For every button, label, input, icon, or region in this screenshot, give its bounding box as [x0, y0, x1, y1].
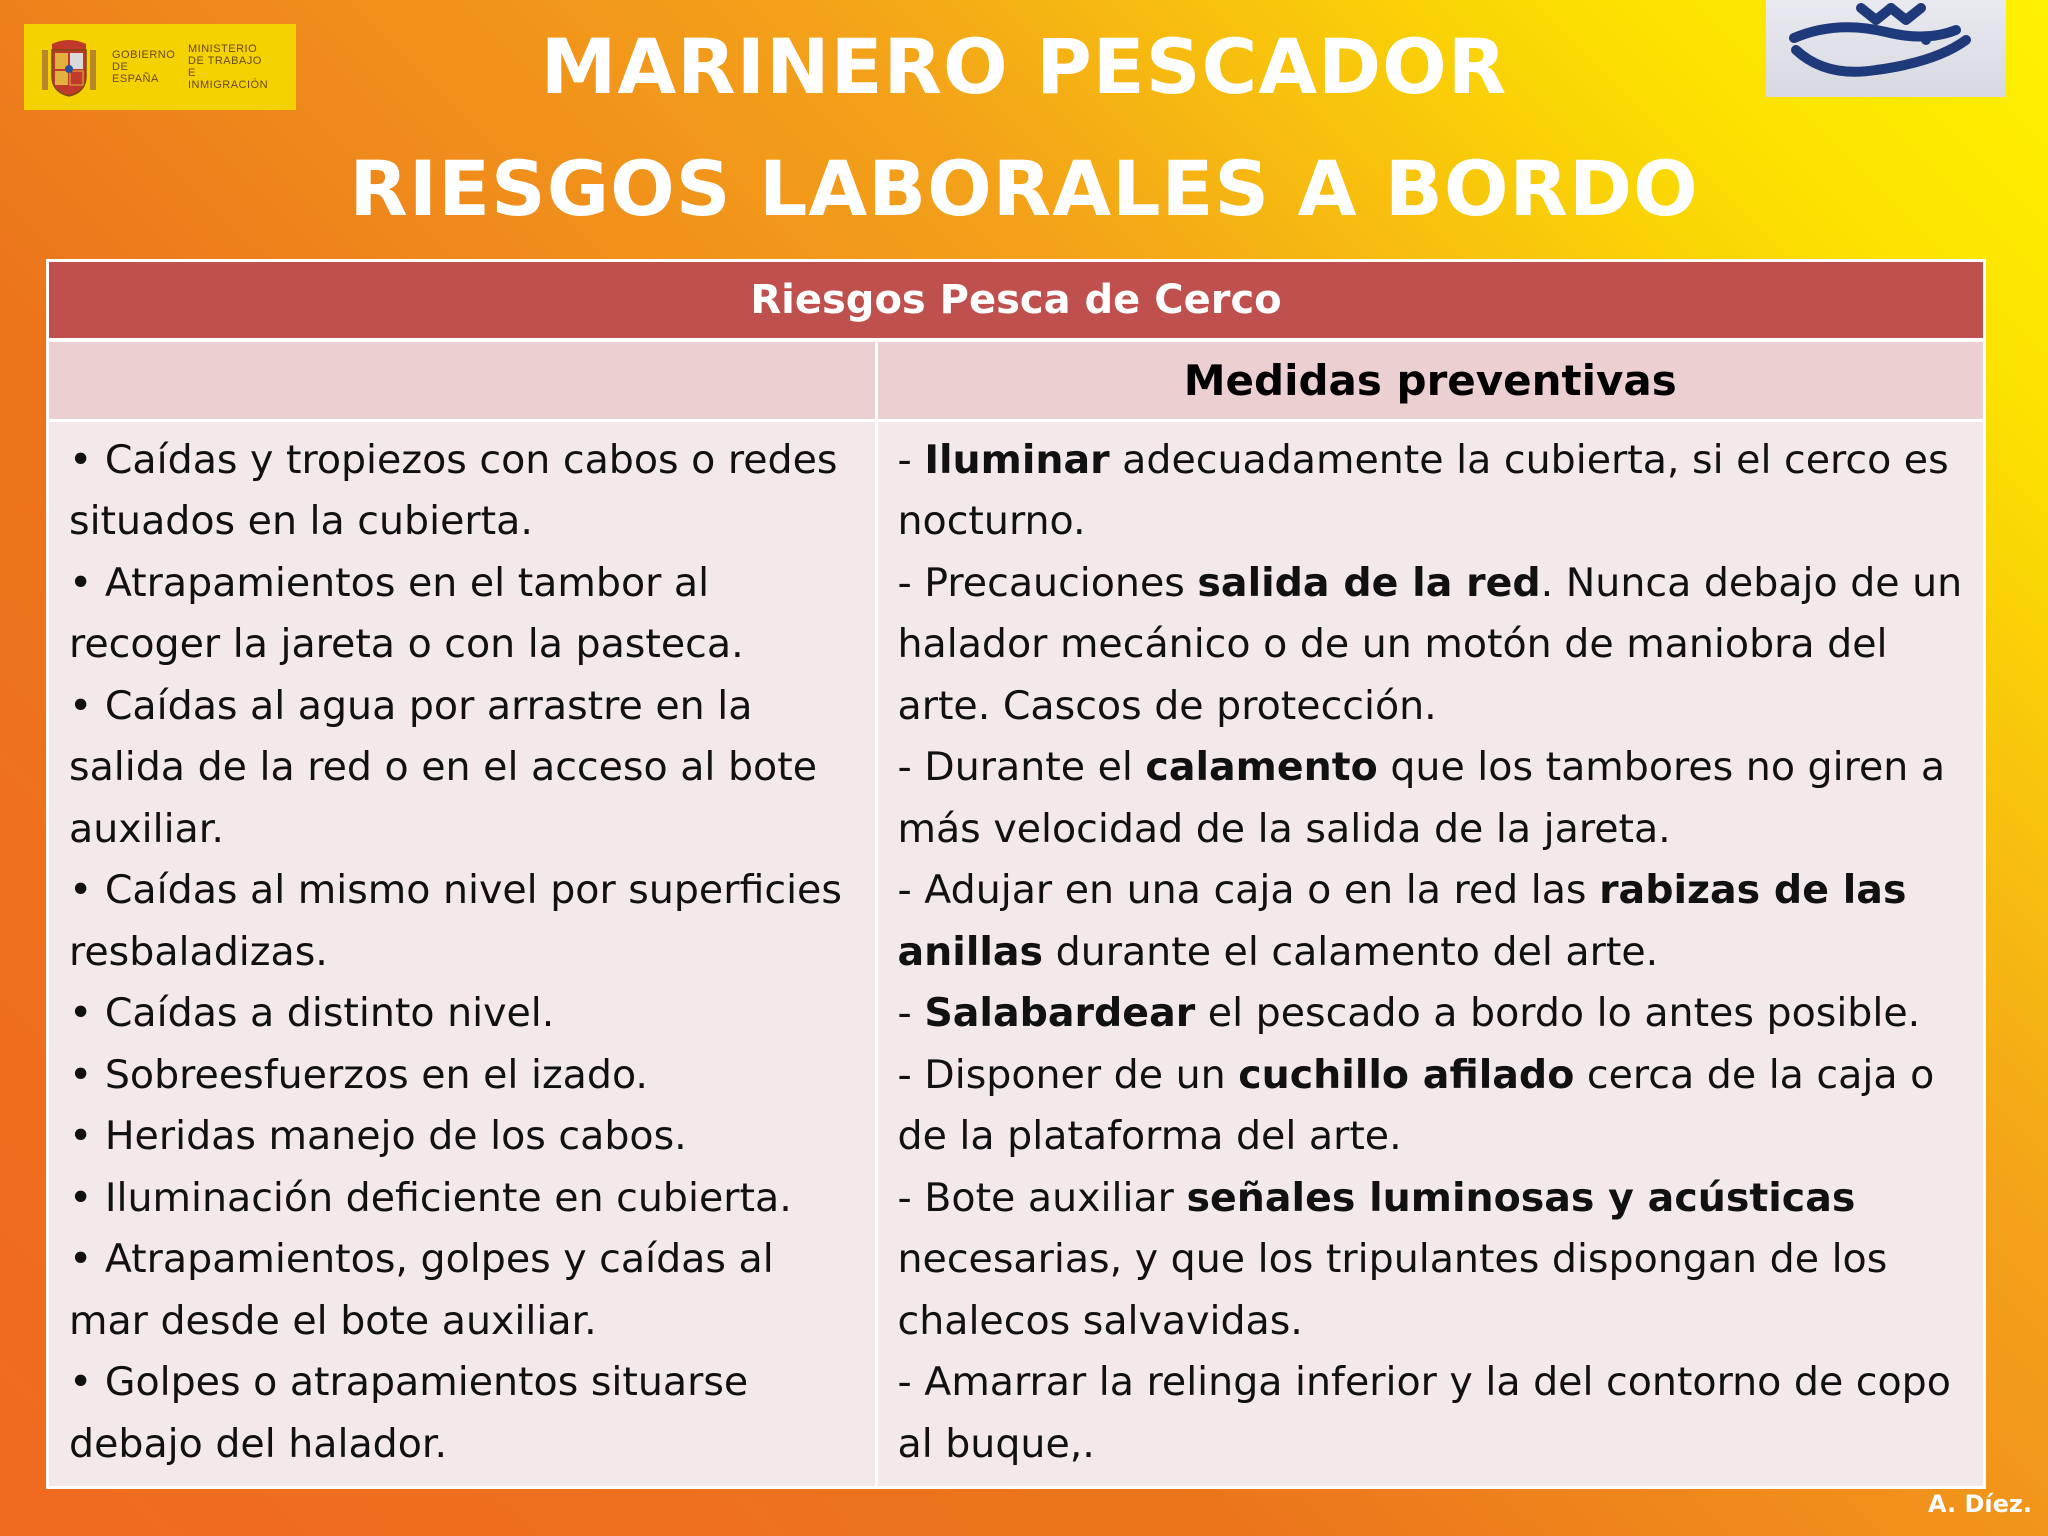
risk-table [46, 259, 1986, 1489]
risk-item: • Caídas a distinto nivel. [69, 990, 555, 1036]
measure-item: - Adujar en una caja o en la red las rabizas de las anillas durante el calamento del arte. [897, 867, 1907, 975]
risks-column-header [49, 340, 876, 420]
author-credit: A. Díez. [1927, 1490, 2032, 1518]
risk-item: • Golpes o atrapamientos situarse debajo del halador. [69, 1359, 749, 1467]
risks-cell [49, 420, 876, 1486]
risk-item: • Heridas manejo de los cabos. [69, 1113, 687, 1159]
measure-item: - Amarrar la relinga inferior y la del contorno de copo al buque,. [897, 1359, 1951, 1467]
measure-item: - Disponer de un cuchillo afilado cerca de la caja o de la plataforma del arte. [897, 1051, 1935, 1159]
measures-cell [876, 420, 1983, 1486]
title-line-2: RIESGOS LABORALES A BORDO [349, 144, 1699, 233]
risk-item: • Caídas al mismo nivel por superficies resbaladizas. [69, 867, 842, 975]
risk-item: • Iluminación deficiente en cubierta. [69, 1174, 792, 1221]
measure-item: - Precauciones salida de la red. Nunca debajo de un halador mecánico o de un motón de maniobra del arte. Cascos de protección. [897, 559, 1963, 729]
risk-item: • Atrapamientos en el tambor al recoger la jareta o con la pasteca. [69, 559, 744, 667]
table-header: Riesgos Pesca de Cerco [49, 262, 1983, 340]
measure-item: - Iluminar adecuadamente la cubierta, si el cerco es nocturno. [897, 436, 1949, 544]
risk-item: • Atrapamientos, golpes y caídas al mar desde el bote auxiliar. [69, 1236, 774, 1344]
title-line-1: MARINERO PESCADOR [540, 22, 1508, 111]
measure-item: - Durante el calamento que los tambores no giren a más velocidad de la salida de la jareta. [897, 744, 1946, 852]
measure-item: - Salabardear el pescado a bordo lo antes posible. [897, 990, 1921, 1036]
measure-item: - Bote auxiliar señales luminosas y acústicas necesarias, y que los tripulantes dispongan de los chalecos salvavidas. [897, 1174, 1888, 1344]
measures-column-header: Medidas preventivas [876, 340, 1983, 420]
risk-item: • Sobreesfuerzos en el izado. [69, 1051, 648, 1098]
risk-item: • Caídas al agua por arrastre en la salida de la red o en el acceso al bote auxiliar. [69, 682, 817, 852]
government-text: GOBIERNO DE ESPAÑA [112, 49, 176, 85]
ministry-text: MINISTERIO DE TRABAJO E INMIGRACIÓN [188, 43, 269, 91]
risk-item: • Caídas y tropiezos con cabos o redes situados en la cubierta. [69, 436, 838, 544]
